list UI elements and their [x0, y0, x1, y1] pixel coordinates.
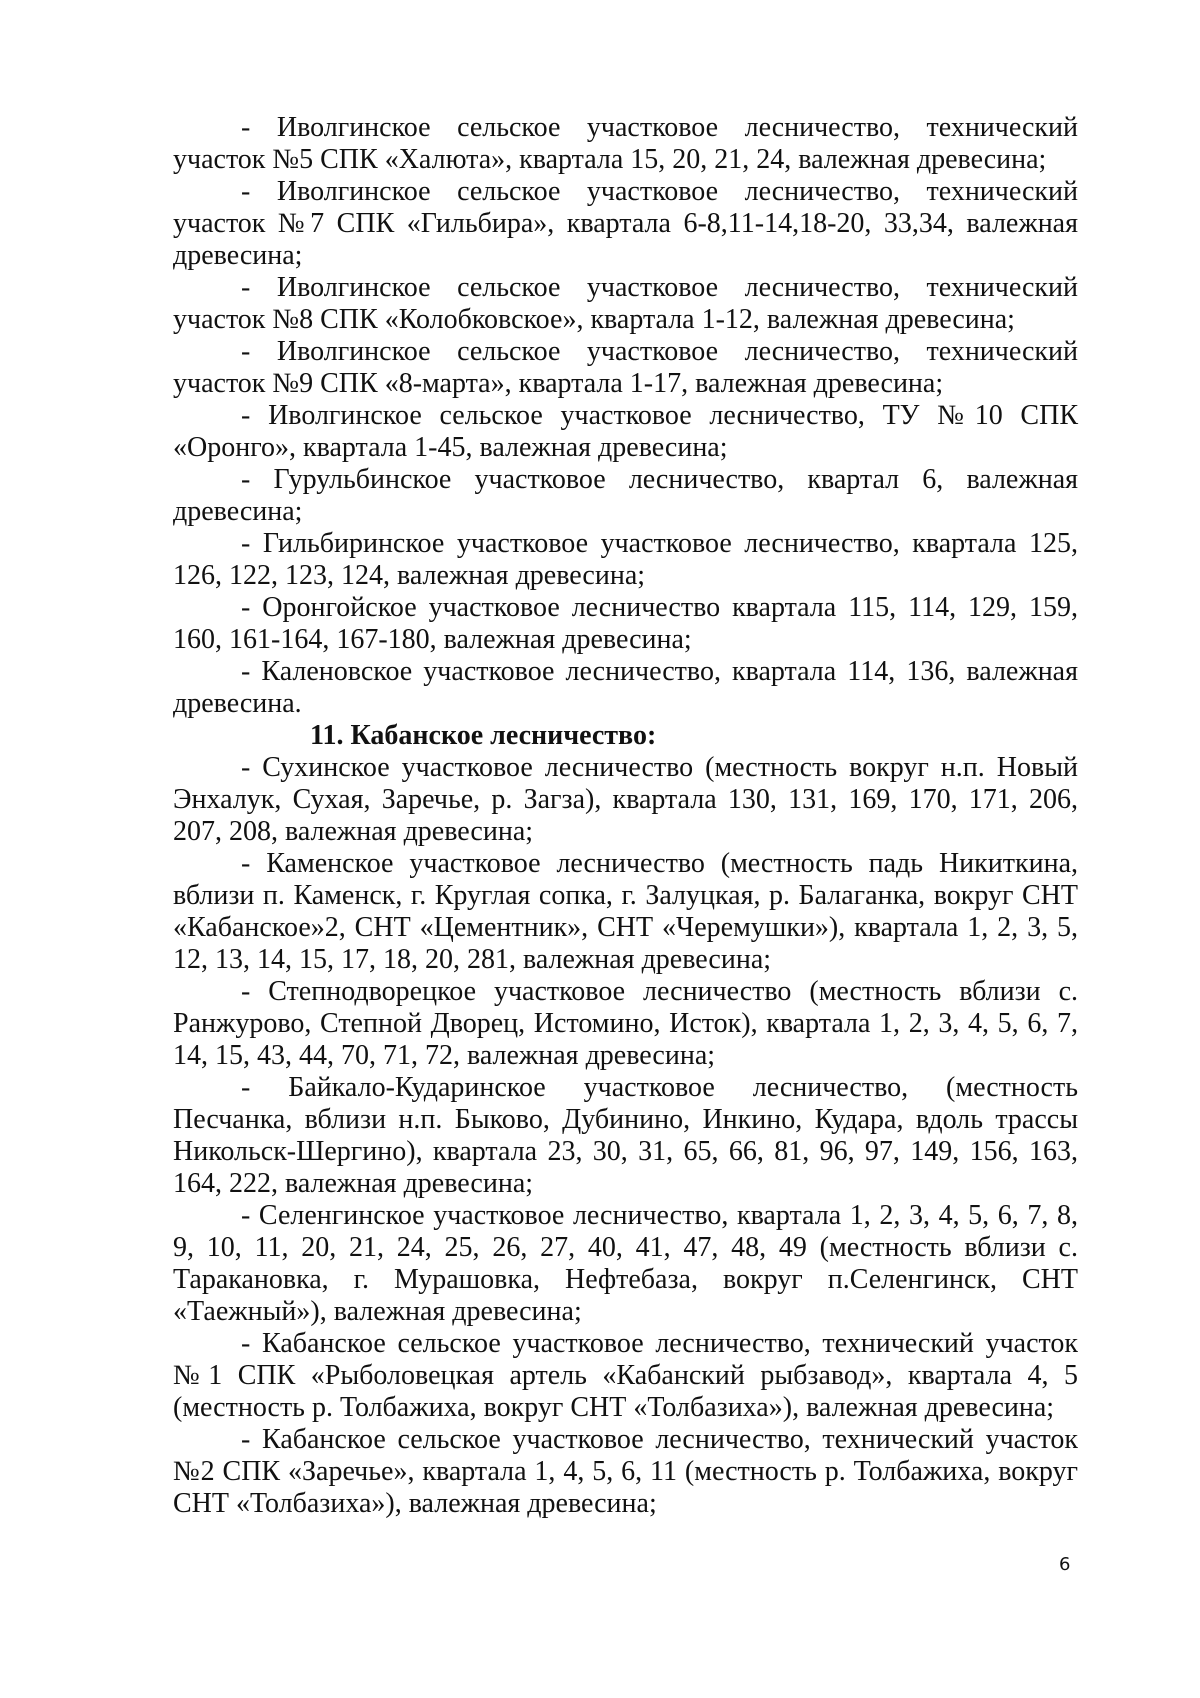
paragraph-kamensky: - Каменское участковое лесничество (местность падь Никиткина, вблизи п. Каменск, г. Круглая сопка, г. Залуцкая, р. Балаганка, вокруг СНТ «Кабанское»2, СНТ «Цементник», СНТ «Черемушки»), квартала 1, 2, 3, 5, 12, 13, 14, 15, 17, 18, 20, 281, валежная древесина;: [173, 848, 1078, 975]
paragraph-gilbirinsky: - Гильбиринское участковое участковое лесничество, квартала 125, 126, 122, 123, 124, валежная древесина;: [173, 528, 1078, 591]
paragraph-stepnodvoretsky: - Степнодворецкое участковое лесничество (местность вблизи с. Ранжурово, Степной Дворец, Истомино, Исток), квартала 1, 2, 3, 4, 5, 6, 7, 14, 15, 43, 44, 70, 71, 72, валежная древесина;: [173, 976, 1078, 1071]
paragraph-kabansky-tu2: - Кабанское сельское участковое лесничество, технический участок №2 СПК «Заречье», квартала 1, 4, 5, 6, 11 (местность р. Толбажиха, вокруг СНТ «Толбазиха»), валежная древесина;: [173, 1424, 1078, 1519]
paragraph-ivolginsky-tu9: - Иволгинское сельское участковое лесничество, технический участок №9 СПК «8-марта», квартала 1-17, валежная древесина;: [173, 336, 1078, 399]
paragraph-ivolginsky-tu10: - Иволгинское сельское участковое лесничество, ТУ №10 СПК «Оронго», квартала 1-45, валежная древесина;: [173, 400, 1078, 463]
paragraph-orongoisky: - Оронгойское участковое лесничество квартала 115, 114, 129, 159, 160, 161-164, 167-180, валежная древесина;: [173, 592, 1078, 655]
paragraph-sukhinsky: - Сухинское участковое лесничество (местность вокруг н.п. Новый Энхалук, Сухая, Заречье, р. Загза), квартала 130, 131, 169, 170, 171, 206, 207, 208, валежная древесина;: [173, 752, 1078, 847]
paragraph-ivolginsky-tu5: - Иволгинское сельское участковое лесничество, технический участок №5 СПК «Халюта», квартала 15, 20, 21, 24, валежная древесина;: [173, 112, 1078, 175]
section-heading: 11. Кабанское лесничество:: [310, 720, 657, 751]
paragraph-kabansky-tu1: - Кабанское сельское участковое лесничество, технический участок №1 СПК «Рыболовецкая артель «Кабанский рыбзавод», квартала 4, 5 (местность р. Толбажиха, вокруг СНТ «Толбазиха»), валежная древесина;: [173, 1328, 1078, 1423]
page-number: 6: [1059, 1554, 1071, 1575]
document-body: [173, 112, 1078, 1520]
paragraph-baikalo-kudarinsky: - Байкало-Кударинское участковое лесничество, (местность Песчанка, вблизи н.п. Быково, Дубинино, Инкино, Кудара, вдоль трассы Никольск-Шергино), квартала 23, 30, 31, 65, 66, 81, 96, 97, 149, 156, 163, 164, 222, валежная древесина;: [173, 1072, 1078, 1199]
paragraph-ivolginsky-tu7: - Иволгинское сельское участковое лесничество, технический участок №7 СПК «Гильбира», квартала 6-8,11-14,18-20, 33,34, валежная древесина;: [173, 176, 1078, 271]
paragraph-gurulbinsky: - Гурульбинское участковое лесничество, квартал 6, валежная древесина;: [173, 464, 1078, 527]
paragraph-selenginsky: - Селенгинское участковое лесничество, квартала 1, 2, 3, 4, 5, 6, 7, 8, 9, 10, 11, 20, 21, 24, 25, 26, 27, 40, 41, 47, 48, 49 (местность вблизи с. Таракановка, г. Мурашовка, Нефтебаза, вокруг п.Селенгинск, СНТ «Таежный»), валежная древесина;: [173, 1200, 1078, 1327]
paragraph-kalenovsky: - Каленовское участковое лесничество, квартала 114, 136, валежная древесина.: [173, 656, 1078, 719]
paragraph-ivolginsky-tu8: - Иволгинское сельское участковое лесничество, технический участок №8 СПК «Колобковское», квартала 1-12, валежная древесина;: [173, 272, 1078, 335]
